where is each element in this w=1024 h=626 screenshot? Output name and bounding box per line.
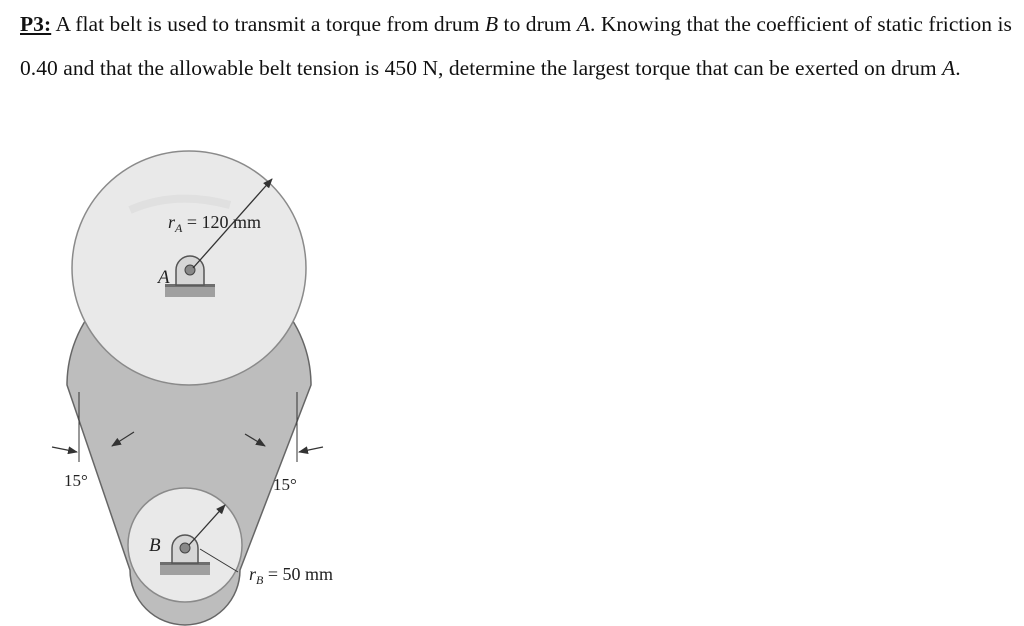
problem-text-3: . Knowing that the coefficient of static friction is 0.40 and that the allowable belt tension is 450 N, determine the largest torque that can be exerted on drum [20,12,1012,80]
rb-subscript: B [256,573,264,587]
drum-a-ref-end: A [942,56,956,80]
right-angle-label: 15° [273,475,297,494]
drum-a-ref: A [576,12,590,36]
left-angle-arrow-outer [52,447,77,452]
problem-text-1: A flat belt is used to transmit a torque from drum [51,12,485,36]
ra-symbol: r [168,212,176,232]
right-angle-arrow-outer [299,447,323,452]
left-angle-label: 15° [64,471,88,490]
ra-value: = 120 mm [182,212,262,232]
problem-period: . [955,56,961,80]
rb-symbol: r [249,564,257,584]
drum-b-ref: B [484,12,499,36]
problem-text-2: to drum [498,12,577,36]
rb-value: = 50 mm [263,564,334,584]
ra-dimension [168,212,261,235]
drum-b-label: B [149,535,161,556]
rb-dimension [249,564,333,587]
drum-a-label: A [158,267,170,288]
ra-subscript: A [175,221,183,235]
problem-label: P3: [20,12,52,36]
